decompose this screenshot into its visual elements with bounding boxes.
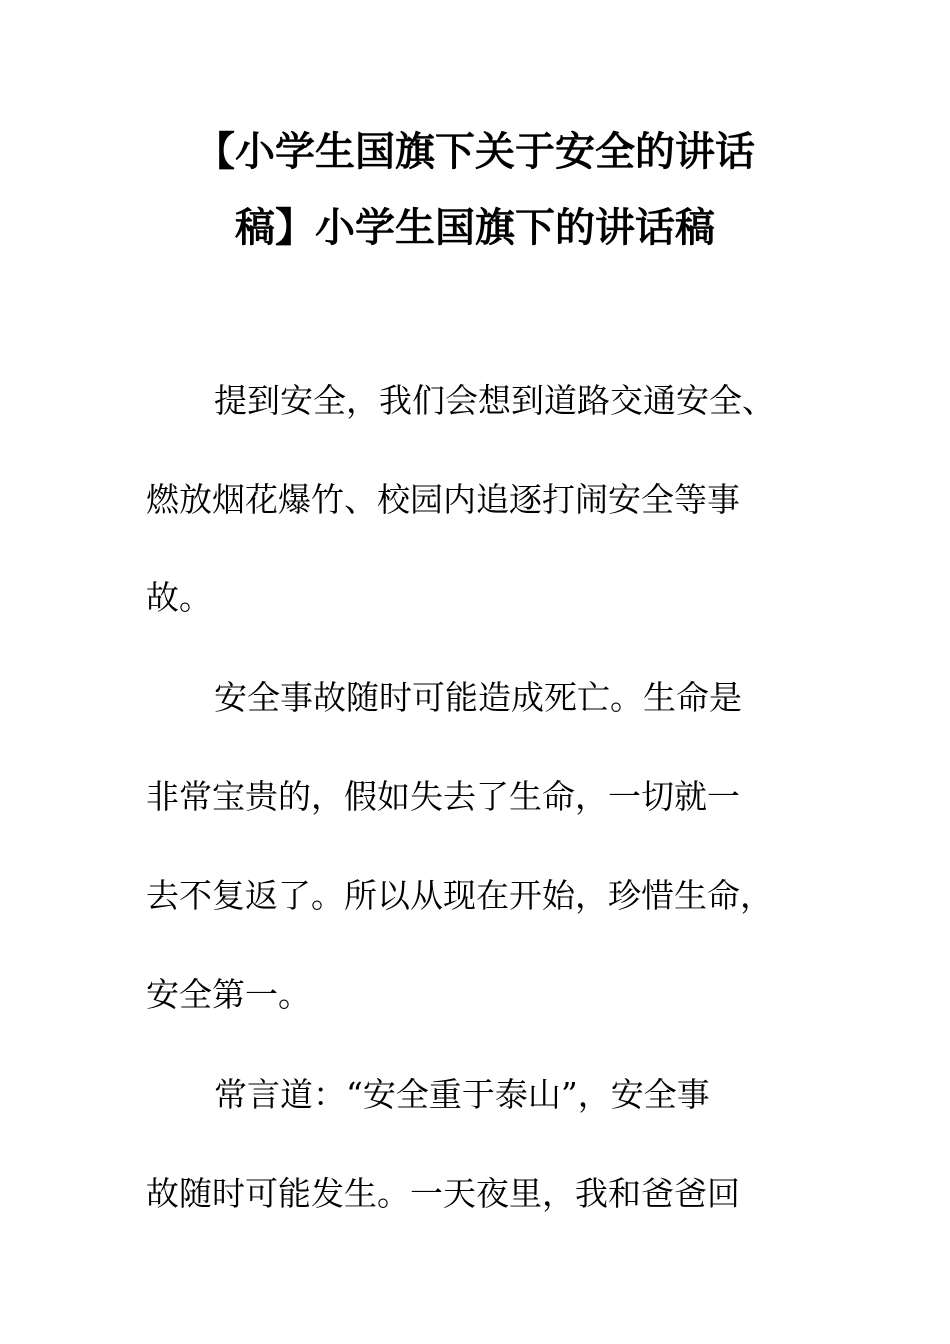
paragraph-1-line-3: 故。 [146, 578, 212, 617]
paragraph-2-line-1: 安全事故随时可能造成死亡。生命是 [214, 678, 742, 717]
paragraph-2-line-4: 安全第一。 [146, 975, 311, 1014]
paragraph-2-line-2: 非常宝贵的，假如失去了生命，一切就一 [146, 777, 740, 816]
paragraph-3-line-2: 故随时可能发生。一天夜里，我和爸爸回 [146, 1174, 740, 1213]
paragraph-2-line-3: 去不复返了。所以从现在开始，珍惜生命， [146, 876, 773, 915]
paragraph-1-line-2: 燃放烟花爆竹、校园内追逐打闹安全等事 [146, 480, 740, 519]
paragraph-3-line-1: 常言道：“安全重于泰山”，安全事 [214, 1075, 710, 1114]
document-title-line-2: 稿】小学生国旗下的讲话稿 [235, 205, 715, 251]
document-title-line-1: 【小学生国旗下关于安全的讲话 [195, 129, 755, 175]
paragraph-1-line-1: 提到安全，我们会想到道路交通安全、 [214, 381, 775, 420]
